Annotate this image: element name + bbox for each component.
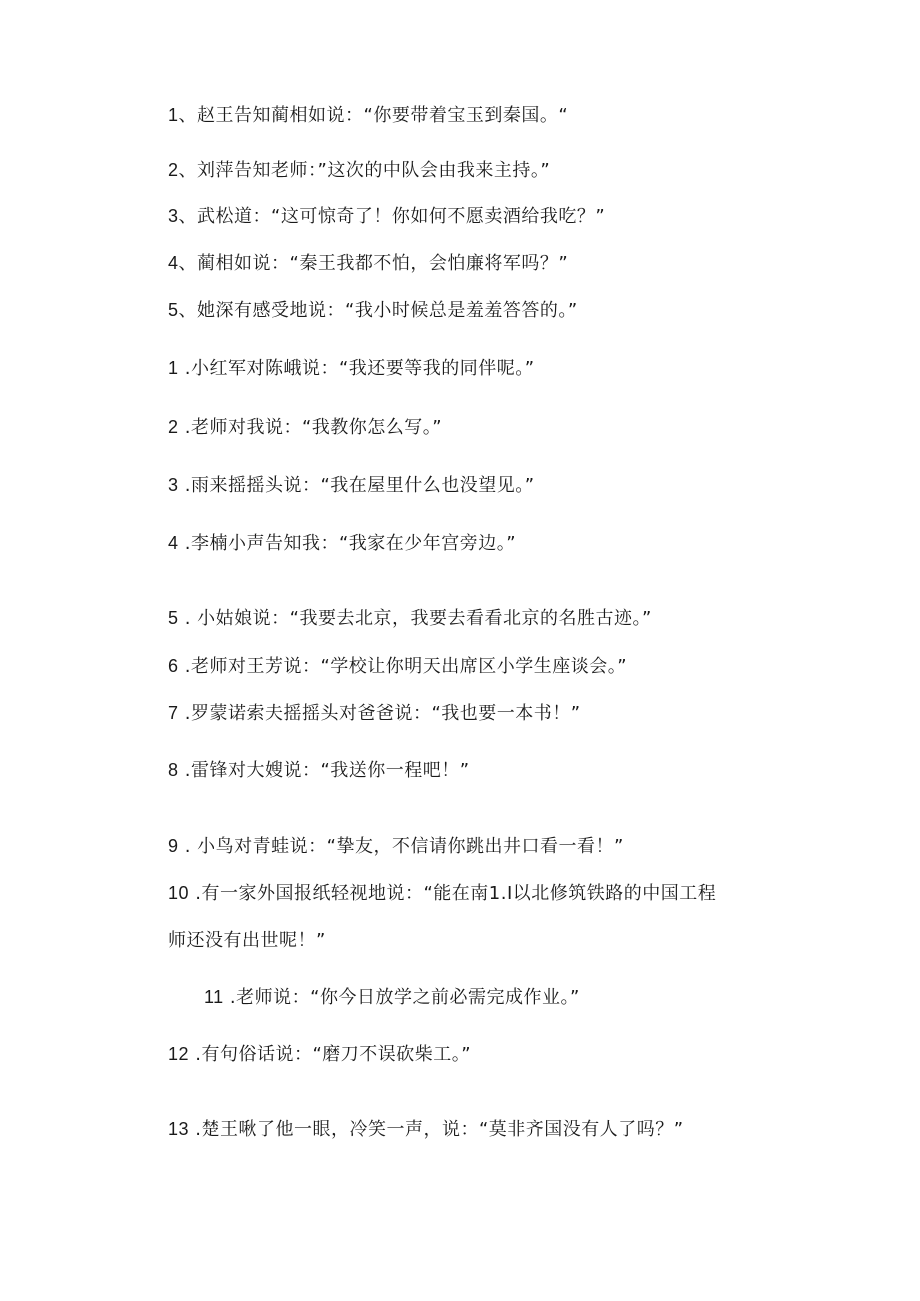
list-item — [168, 356, 535, 381]
list-item — [204, 985, 580, 1010]
item-number: 2 — [168, 417, 179, 437]
item-number: 13 — [168, 1119, 190, 1139]
item-number: 9 — [168, 836, 179, 856]
list-item — [168, 654, 627, 679]
list-item — [168, 204, 605, 229]
item-number: 3 — [168, 475, 179, 495]
item-text: .李楠小声告知我：“我家在少年宫旁边。” — [178, 533, 517, 554]
list-item-continuation — [168, 928, 326, 953]
list-item — [168, 298, 578, 323]
item-number: 12 — [168, 1044, 190, 1064]
item-text: .雷锋对大嫂说：“我送你一程吧！” — [178, 760, 470, 781]
item-number: 3 — [168, 206, 179, 226]
list-item — [168, 473, 535, 498]
item-text: . 小鸟对青蛙说：“挚友，不信请你跳出井口看一看！” — [178, 836, 624, 857]
item-number: 1 — [168, 358, 179, 378]
item-text: .雨来摇摇头说：“我在屋里什么也没望见。” — [178, 475, 535, 496]
item-number: 7 — [168, 703, 179, 723]
list-item — [168, 158, 550, 183]
item-text: 、刘萍告知老师：”这次的中队会由我来主持。” — [178, 160, 551, 181]
list-item — [168, 251, 568, 276]
item-number: 4 — [168, 253, 179, 273]
item-text: .老师说：“你今日放学之前必需完成作业。” — [223, 987, 580, 1008]
list-item — [168, 701, 581, 726]
item-number: 8 — [168, 760, 179, 780]
item-number: 10 — [168, 883, 190, 903]
item-text: 、赵王告知蔺相如说：“你要带着宝玉到秦国。“ — [178, 105, 569, 126]
item-text: 、她深有感受地说：“我小时候总是羞羞答答的。” — [178, 300, 578, 321]
item-text: .有句俗话说：“磨刀不误砍柴工。” — [189, 1044, 472, 1065]
item-text: .楚王啾了他一眼，冷笑一声，说：“莫非齐国没有人了吗？” — [189, 1119, 684, 1140]
list-item — [168, 881, 716, 906]
list-item — [168, 1117, 684, 1142]
item-number: 5 — [168, 300, 179, 320]
item-text: 、武松道：“这可惊奇了！你如何不愿卖酒给我吃？” — [178, 206, 606, 227]
item-text: .老师对我说：“我教你怎么写。” — [178, 417, 443, 438]
list-item — [168, 606, 652, 631]
item-text: .小红军对陈峨说：“我还要等我的同伴呢。” — [178, 358, 535, 379]
list-item — [168, 531, 516, 556]
item-number: 2 — [168, 160, 179, 180]
item-number: 5 — [168, 608, 179, 628]
list-item — [168, 103, 568, 128]
item-number: 4 — [168, 533, 179, 553]
item-text: .老师对王芳说：“学校让你明天出席区小学生座谈会。” — [178, 656, 628, 677]
item-text: 、蔺相如说：“秦王我都不怕，会怕廉将军吗？” — [178, 253, 569, 274]
item-text: .罗蒙诺索夫摇摇头对爸爸说：“我也要一本书！” — [178, 703, 581, 724]
item-number: 11 — [204, 987, 224, 1007]
item-text: . 小姑娘说：“我要去北京，我要去看看北京的名胜古迹。” — [178, 608, 652, 629]
list-item — [168, 758, 470, 783]
item-text: 师还没有出世呢！” — [168, 930, 326, 951]
item-number: 6 — [168, 656, 179, 676]
list-item — [168, 415, 442, 440]
item-number: 1 — [168, 105, 179, 125]
list-item — [168, 1042, 471, 1067]
list-item — [168, 834, 624, 859]
item-text: .有一家外国报纸轻视地说：“能在南1.I以北修筑铁路的中国工程 — [189, 883, 717, 904]
